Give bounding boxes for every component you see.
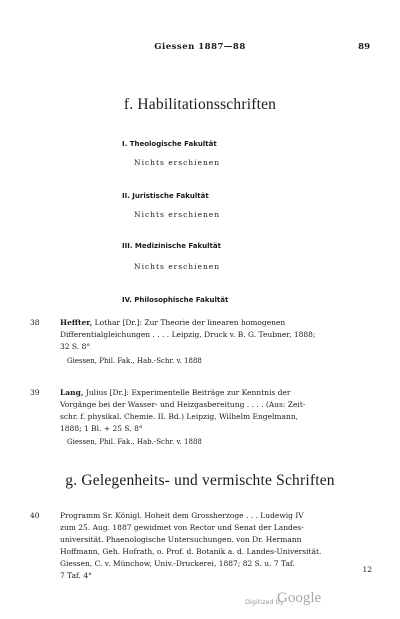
entry-40-line-6: 7 Taf. 4° xyxy=(60,571,92,580)
entry-40-line-3: universität. Phaenologische Untersuchungen. von Dr. Hermann xyxy=(60,535,302,544)
faculty-body-2: Nichts erschienen xyxy=(134,210,221,219)
faculty-body-1: Nichts erschienen xyxy=(134,158,221,167)
watermark-prefix: Digitized by xyxy=(245,598,284,606)
entry-38-line-3: 32 S. 8° xyxy=(60,342,91,351)
faculty-body-3: Nichts erschienen xyxy=(134,262,221,271)
entry-38-line-1-text: Lothar [Dr.]: Zur Theorie der linearen homogenen xyxy=(92,318,286,327)
entry-39-line-3: schr. f. physikal. Chemie. II. Bd.) Leipzig, Wilhelm Engelmann, xyxy=(60,412,299,421)
entry-39-line-1 xyxy=(60,388,370,398)
signature-mark: 12 xyxy=(362,565,372,574)
page-number: 89 xyxy=(358,42,370,52)
entry-39-line-2: Vorgänge bei der Wasser- und Heizgasbereitung . . . . (Aus: Zeit- xyxy=(60,400,306,409)
running-head: Giessen 1887—88 xyxy=(154,42,246,52)
entry-number-40: 40 xyxy=(30,511,40,520)
faculty-title-1: I. Theologische Fakultät xyxy=(122,140,217,148)
faculty-title-4: IV. Philosophische Fakultät xyxy=(122,296,229,304)
entry-38-author: Heffter, xyxy=(60,318,93,327)
section-title-f: f. Habilitationsschriften xyxy=(123,96,277,113)
entry-39-note: Giessen, Phil. Fak., Hab.-Schr. v. 1888 xyxy=(67,438,202,446)
faculty-title-3: III. Medizinische Fakultät xyxy=(122,242,221,250)
entry-38-note: Giessen, Phil. Fak., Hab.-Schr. v. 1888 xyxy=(67,357,202,365)
entry-number-39: 39 xyxy=(30,388,40,397)
entry-39-author: Lang, xyxy=(60,388,84,397)
entry-38-line-1 xyxy=(60,318,370,328)
google-watermark xyxy=(245,592,345,612)
entry-number-38: 38 xyxy=(30,318,40,327)
section-title-g: g. Gelegenheits- und vermischte Schriften xyxy=(65,472,335,489)
page-header xyxy=(0,42,400,56)
watermark-brand: Google xyxy=(277,590,322,606)
entry-40-line-2: zum 25. Aug. 1887 gewidmet von Rector und Senat der Landes- xyxy=(60,523,304,532)
entry-38-line-2: Differentialgleichungen . . . . Leipzig, Druck v. B. G. Teubner, 1888; xyxy=(60,330,316,339)
entry-40-line-1: Programm Sr. Königl. Hoheit dem Grossherzoge . . . Ludewig IV xyxy=(60,511,304,520)
entry-40-line-5: Giessen, C. v. Münchow, Univ.-Druckerei, 1887; 82 S. u. 7 Taf. xyxy=(60,559,295,568)
entry-40-line-4: Hoffmann, Geh. Hofrath, o. Prof. d. Botanik a. d. Landes-Universität. xyxy=(60,547,322,556)
entry-39-line-4: 1888; 1 Bl. + 25 S. 8° xyxy=(60,424,143,433)
entry-39-line-1-text: Julius [Dr.]: Experimentelle Beiträge zur Kenntnis der xyxy=(83,388,291,397)
faculty-title-2: II. Juristische Fakultät xyxy=(122,192,209,200)
